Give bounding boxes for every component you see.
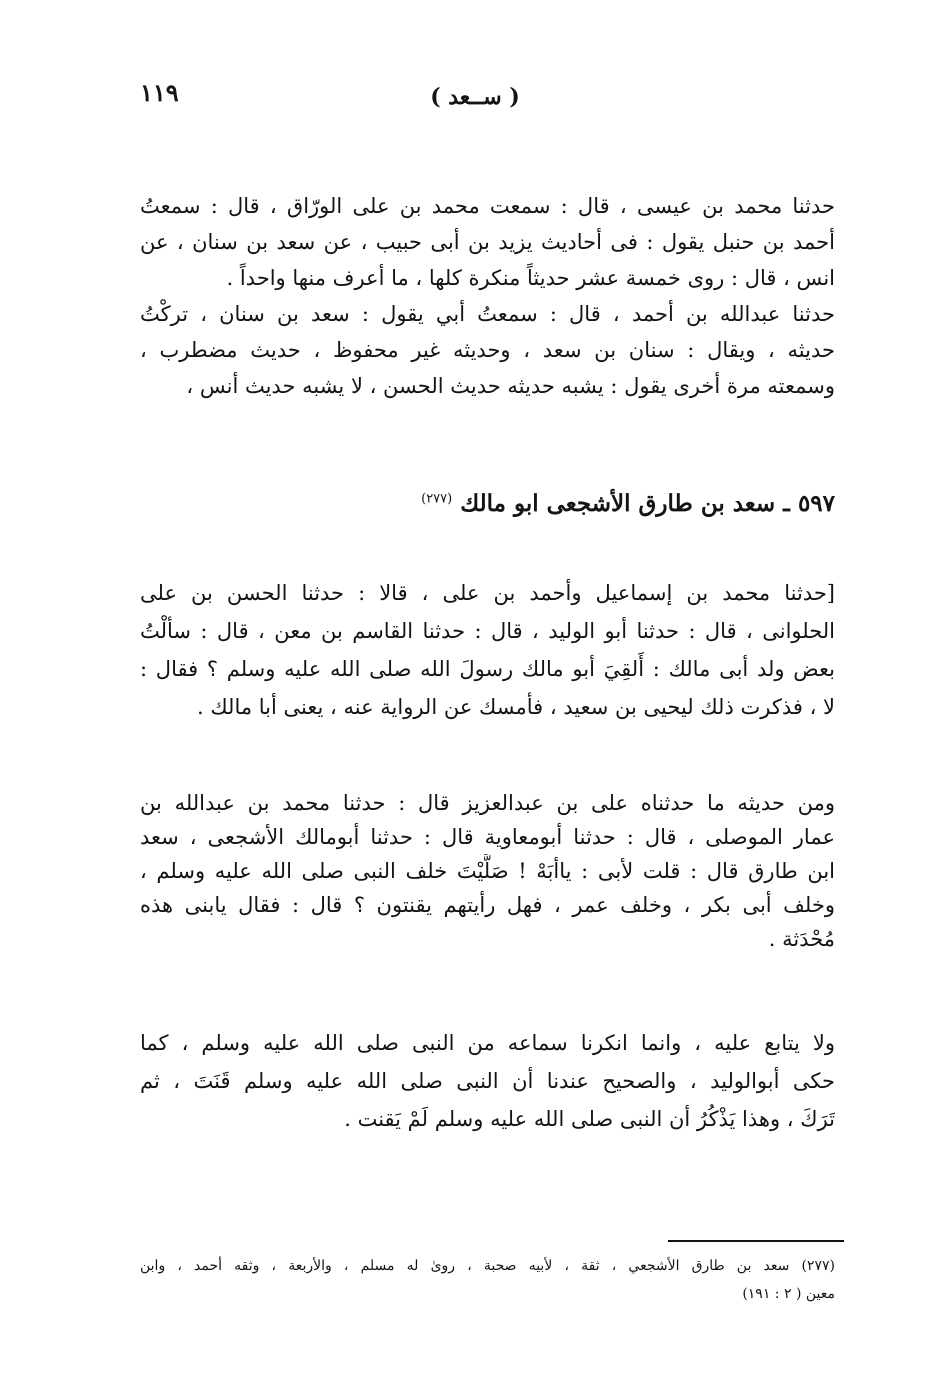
text-line: حكى أبوالوليد ، والصحيح عندنا أن النبى صلى الله عليه وسلم قَنَتَ ، ثم bbox=[140, 1069, 835, 1093]
footnote-line: معين ( ٢ : ١٩١) bbox=[742, 1286, 835, 1302]
text-line: ولا يتابع عليه ، وانما انكرنا سماعه من النبى صلى الله عليه وسلم ، كما bbox=[140, 1031, 835, 1055]
paragraph-1 bbox=[140, 188, 835, 404]
text-line: الحلوانى ، قال : حدثنا أبو الوليد ، قال : حدثنا القاسم بن معن ، قال : سألْتُ bbox=[140, 619, 835, 643]
running-head: ( ســعد ) bbox=[430, 84, 520, 110]
text-line: [حدثنا محمد بن إسماعيل وأحمد بن على ، قالا : حدثنا الحسن بن على bbox=[140, 581, 835, 605]
text-line: حدثنا محمد بن عيسى ، قال : سمعت محمد بن على الورّاق ، قال : سمعتُ bbox=[140, 194, 835, 218]
footnote-line: (٢٧٧) سعد بن طارق الأشجعي ، ثقة ، لأبيه صحبة ، روىٰ له مسلم ، والأربعة ، وثقه أحمد ، وابن bbox=[140, 1258, 835, 1274]
text-line: لا ، فذكرت ذلك ليحيى بن سعيد ، فأمسك عن الرواية عنه ، يعنى أبا مالك . bbox=[197, 695, 835, 719]
text-line: انس ، قال : روى خمسة عشر حديثاً منكرة كلها ، ما أعرف منها واحداً . bbox=[226, 266, 835, 290]
paragraph-3 bbox=[140, 786, 835, 956]
text-line: بعض ولد أبى مالك : أَلقِيَ أبو مالك رسولَ الله صلى الله عليه وسلم ؟ فقال : bbox=[140, 657, 835, 681]
paragraph-4 bbox=[140, 1024, 835, 1138]
text-line: عمار الموصلى ، قال : حدثنا أبومعاوية قال : حدثنا أبومالك الأشجعى ، سعد bbox=[140, 825, 835, 849]
footnote-reference: (٢٧٧) bbox=[421, 491, 453, 507]
text-line: وسمعته مرة أخرى يقول : يشبه حديثه حديث الحسن ، لا يشبه حديث أنس ، bbox=[186, 374, 835, 398]
text-line: تَرَكَ ، وهذا يَذْكُرُ أن النبى صلى الله عليه وسلم لَمْ يَقنت . bbox=[344, 1107, 835, 1131]
text-line: حديثه ، ويقال : سنان بن سعد ، وحديثه غير محفوظ ، حديث مضطرب ، bbox=[140, 338, 835, 362]
text-line: وخلف أبى بكر ، وخلف عمر ، فهل رأيتهم يقنتون ؟ قال : فقال يابنى هذه bbox=[140, 893, 835, 917]
text-line: مُحْدَثة . bbox=[768, 927, 835, 951]
entry-heading-text: ٥٩٧ ـ سعد بن طارق الأشجعى ابو مالك bbox=[460, 490, 835, 517]
text-line: حدثنا عبدالله بن أحمد ، قال : سمعتُ أبي يقول : سعد بن سنان ، تركْتُ bbox=[140, 302, 835, 326]
footnote-divider bbox=[668, 1240, 844, 1242]
paragraph-2 bbox=[140, 574, 835, 726]
page-number: ١١٩ bbox=[140, 78, 179, 107]
footnote bbox=[140, 1252, 835, 1308]
entry-heading bbox=[140, 490, 835, 517]
text-line: ومن حديثه ما حدثناه على بن عبدالعزيز قال : حدثنا محمد بن عبدالله بن bbox=[140, 791, 835, 815]
text-line: أحمد بن حنبل يقول : فى أحاديث يزيد بن أبى حبيب ، عن سعد بن سنان ، عن bbox=[140, 230, 835, 254]
text-line: ابن طارق قال : قلت لأبى : ياأبَهْ ! صَلَّيْتَ خلف النبى صلى الله عليه وسلم ، bbox=[140, 859, 835, 883]
